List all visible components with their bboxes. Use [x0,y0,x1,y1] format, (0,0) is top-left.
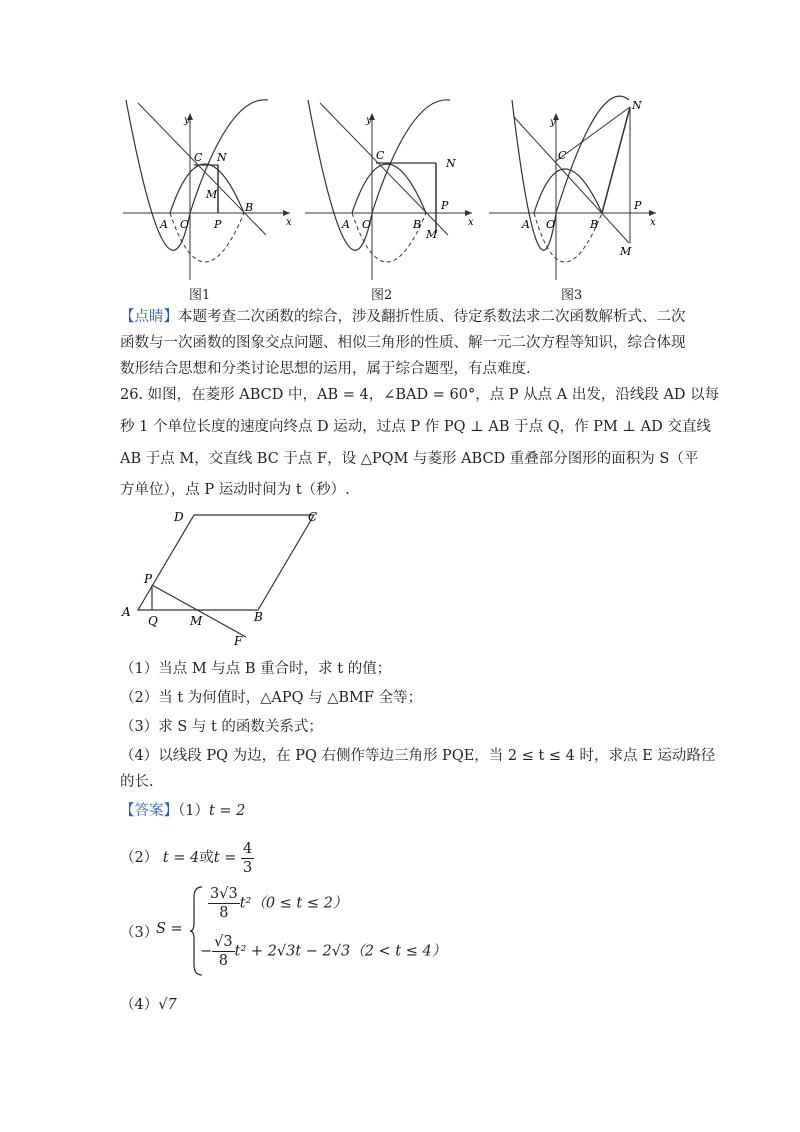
figure-3 [484,95,664,285]
fig2-A-label: A [342,218,350,231]
answer-2-fraction [241,840,254,877]
fig2-O-label: O [362,218,372,231]
figure-2-graph [300,95,480,285]
fig1-x-label: x [286,217,292,228]
fig3-O-label: O [546,218,556,231]
fig3-A-label: A [522,218,530,231]
answer-3-case-2 [200,933,446,970]
answer-3-c1-fraction [208,885,240,922]
answer-3-c1-den: 8 [219,905,229,921]
answer-3-c2-rest: t² + 2√3t − 2√3（2 < t ≤ 4） [234,943,447,960]
comment-line-3: 数形结合思想和分类讨论思想的运用，属于综合题型，有点难度. [120,361,531,377]
answer-1-label: （1） [178,803,209,819]
question-4: （4）以线段 PQ 为边，在 PQ 右侧作等边三角形 PQE，当 2 ≤ t ≤ 4 时，求点 E 运动路径 [120,748,716,764]
problem-line-2: 秒 1 个单位长度的速度向终点 D 运动，过点 P 作 PQ ⊥ AB 于点 Q，作 PM ⊥ AD 交直线 [120,419,711,435]
answer-3-S: S = [156,921,183,937]
answer-3 [120,885,520,980]
rh-F-label: F [234,634,243,648]
answer-2-t: t = [213,850,237,866]
answer-4-value: √7 [158,997,177,1013]
fig2-B-label: B [413,218,422,231]
fig1-M-label: M [206,188,218,201]
fig3-y-label: y [550,117,556,128]
problem-line-3: AB 于点 M，交直线 BC 于点 F，设 △PQM 与菱形 ABCD 重叠部分图形的面积为 S（平 [120,451,699,467]
fig3-C-label: C [558,149,567,162]
fig1-O-label: O [180,218,190,231]
answer-3-case-1 [208,885,347,922]
answer-4-label: （4） [120,997,159,1013]
figure-3-graph [484,95,664,285]
problem-line-4: 方单位），点 P 运动时间为 t（秒）. [120,482,350,498]
answer-2-label: （2） [120,850,159,866]
answer-2-first: t = 4 [162,850,200,866]
answer-2-or: 或 [199,850,214,866]
answer-tag: 【答案】 [120,803,178,819]
answer-3-c2-fraction [212,933,234,970]
fig2-M-label: M [426,228,438,241]
figure-2-caption: 图2 [371,288,393,303]
rhombus-figure [118,505,338,655]
fig1-P-label: P [214,218,222,231]
answer-3-label: （3） [120,925,159,941]
comment-text-1: 本题考查二次函数的综合，涉及翻折性质、待定系数法求二次函数解析式、二次 [178,309,686,325]
fig2-y-label: y [366,115,372,126]
answer-3-c2-den: 8 [218,953,228,969]
problem-line-1: 26. 如图，在菱形 ABCD 中，AB = 4，∠BAD = 60°，点 P 从点 A 出发，沿线段 AD 以每 [120,387,720,403]
rh-A-label: A [122,605,131,619]
fig1-y-label: y [184,115,190,126]
rh-M-label: M [190,614,203,628]
figure-1-caption: 图1 [189,288,211,303]
fig1-A-label: A [160,218,168,231]
answer-2-denominator: 3 [242,859,253,876]
answer-2 [120,838,254,878]
fig3-M-label: M [620,245,632,258]
rhombus-graph [118,505,338,655]
comment-line-2: 函数与一次函数的图象交点问题、相似三角形的性质、解一元二次方程等知识，综合体现 [120,335,686,351]
answer-3-c1-rest: t²（0 ≤ t ≤ 2） [239,895,348,912]
comment-tag: 【点睛】 [120,309,178,325]
rh-B-label: B [254,610,263,624]
answer-4 [120,995,177,1015]
fig1-B-label: B [245,201,254,214]
figure-1-graph [118,95,298,285]
fig2-C-label: C [376,149,385,162]
answer-1 [120,801,245,821]
question-3: （3）求 S 与 t 的函数关系式； [120,719,323,735]
answer-3-c2-num: √3 [214,934,233,950]
question-2: （2）当 t 为何值时，△APQ 与 △BMF 全等； [120,690,423,706]
fig3-N-label: N [632,99,642,112]
fig3-x-label: x [650,217,656,228]
fig2-P-label: P [441,199,449,212]
rh-D-label: D [174,510,184,524]
rh-P-label: P [144,572,153,586]
answer-2-numerator: 4 [242,840,253,857]
answer-3-c2-minus: − [200,943,213,960]
fig2-x-label: x [468,217,474,228]
fig3-B-label: B [590,218,599,231]
fig1-N-label: N [217,151,227,164]
question-1: （1）当点 M 与点 B 重合时，求 t 的值； [120,661,392,677]
fig2-N-label: N [446,157,456,170]
fig1-C-label: C [194,151,203,164]
answer-1-value: t = 2 [208,803,246,819]
comment-line-1 [120,307,686,327]
rh-C-label: C [308,510,318,524]
figure-3-caption: 图3 [561,288,583,303]
rh-Q-label: Q [148,614,158,628]
fig3-P-label: P [634,199,642,212]
question-4-cont: 的长. [120,774,154,790]
figure-2 [300,95,480,285]
figure-1 [118,95,298,285]
answer-3-c1-num: 3√3 [210,886,238,902]
